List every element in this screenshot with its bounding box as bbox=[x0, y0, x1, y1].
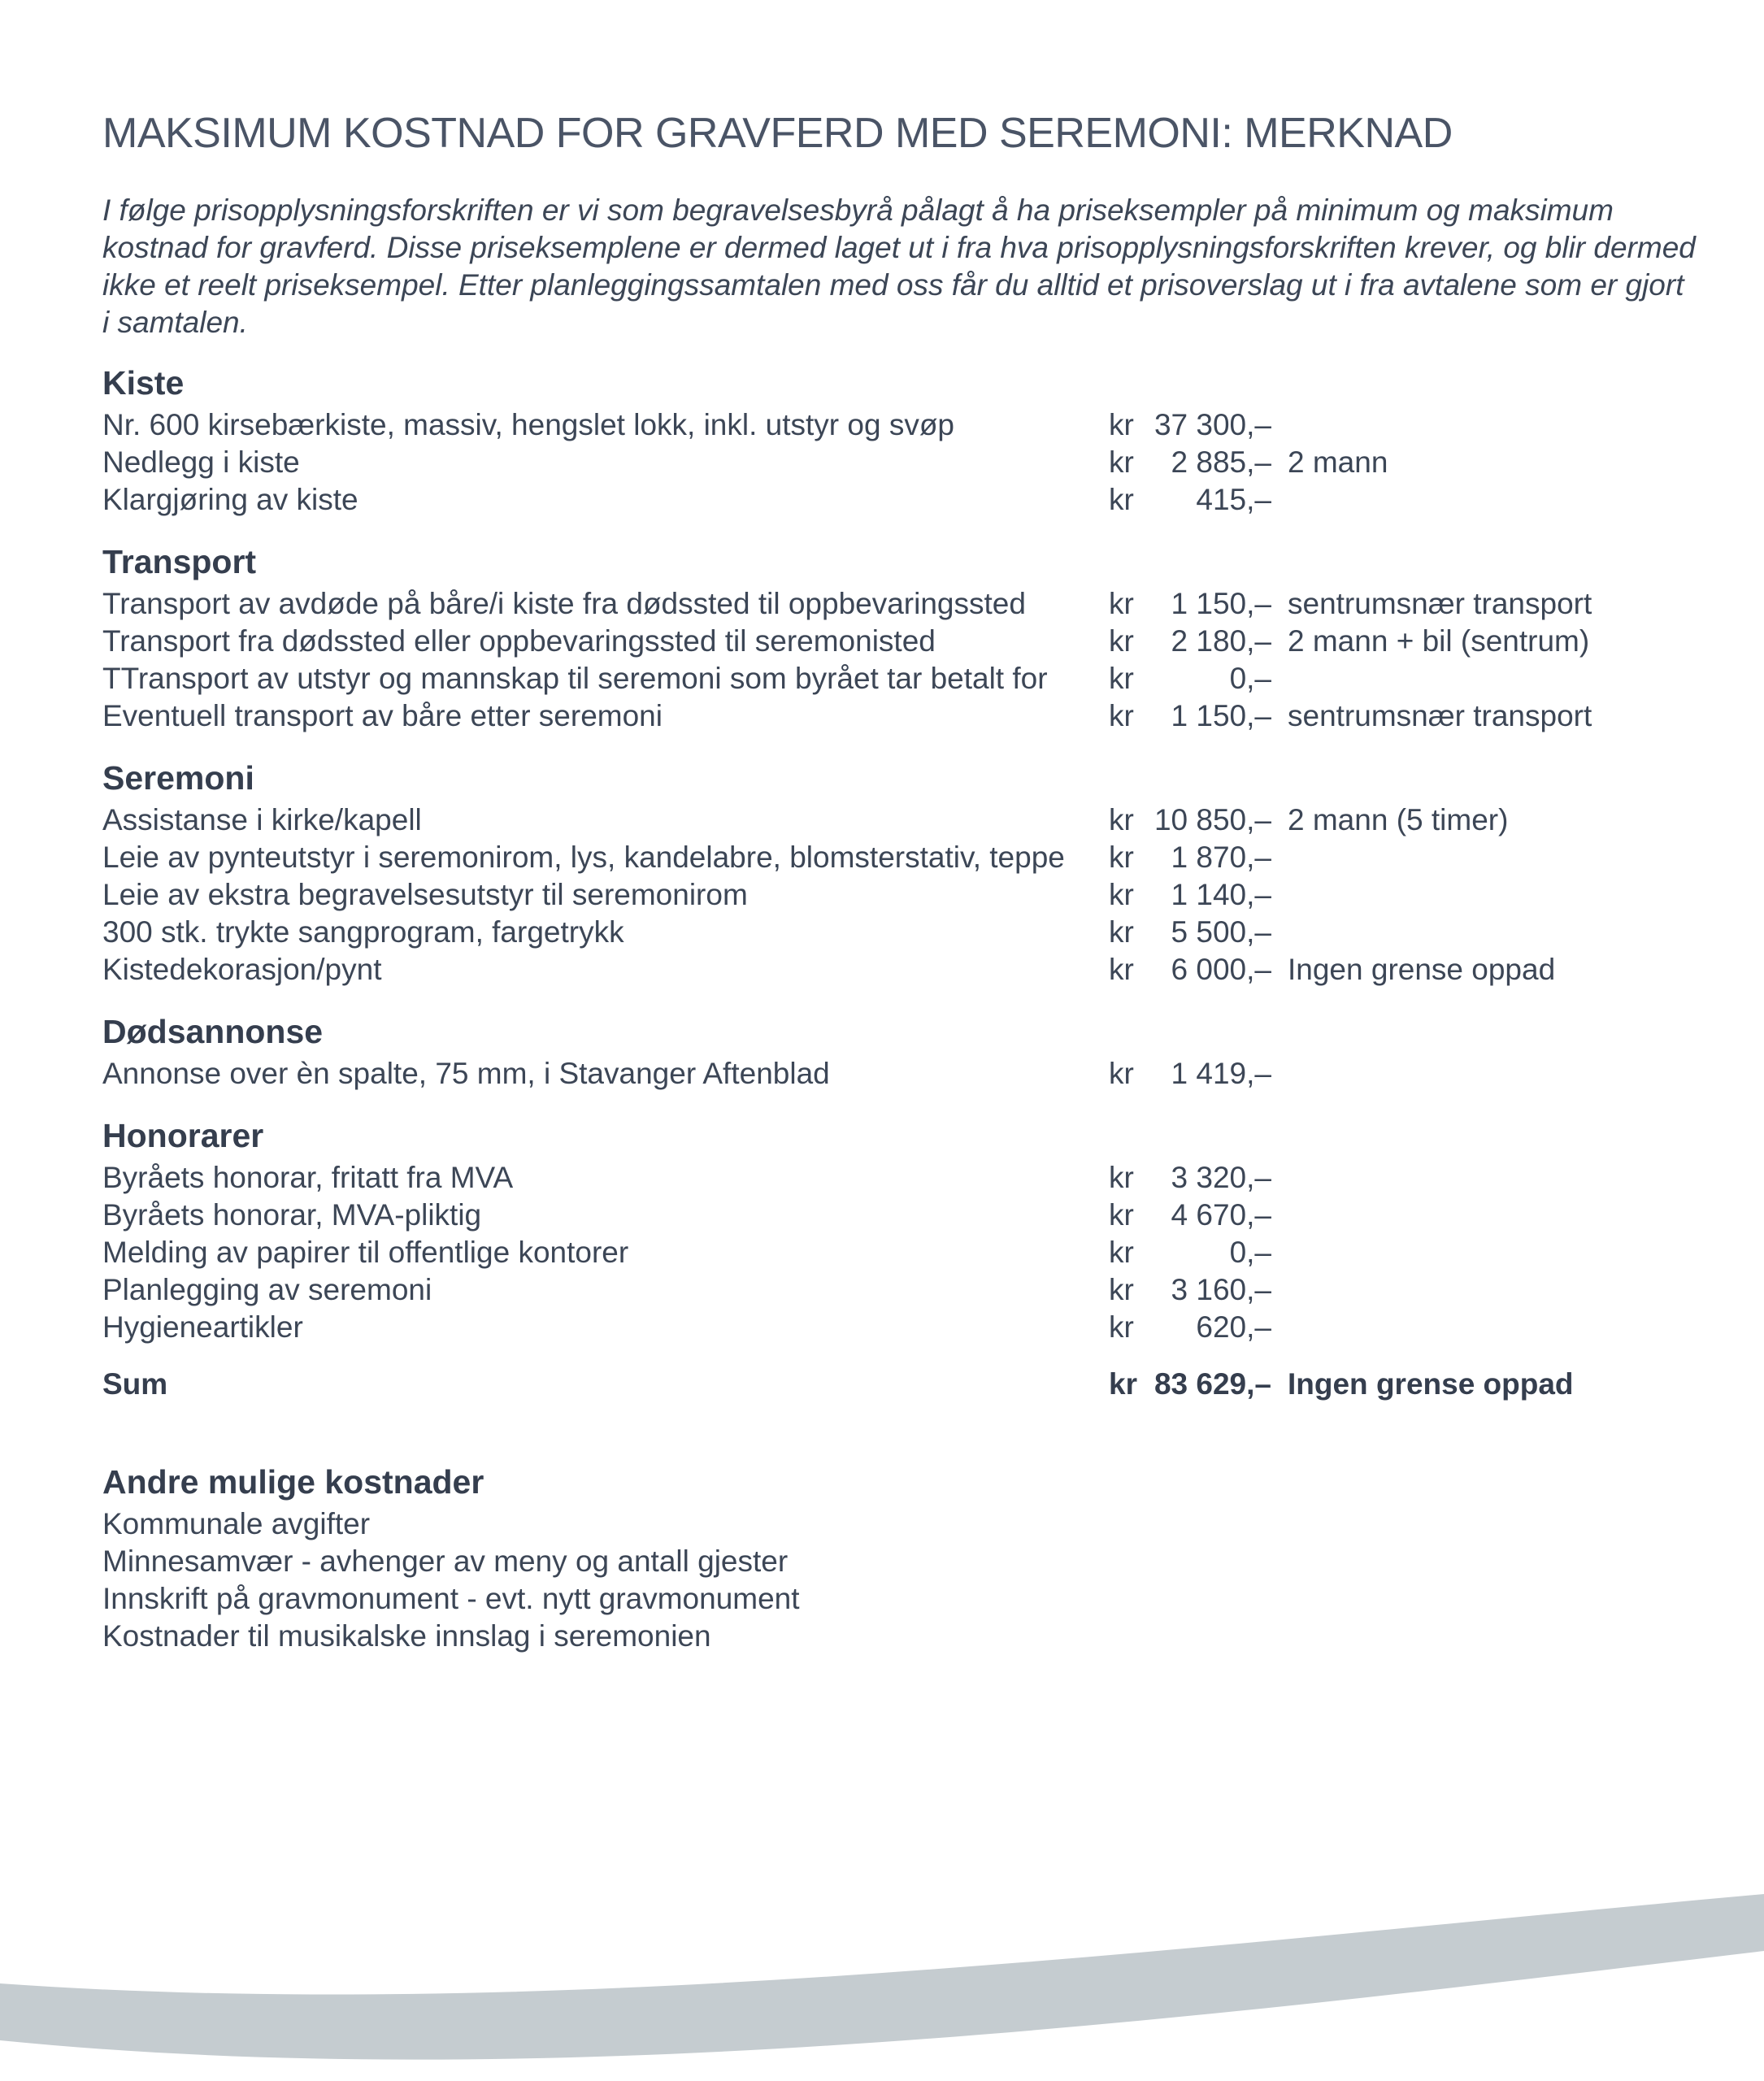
cost-row bbox=[102, 951, 1696, 988]
currency-label: kr bbox=[1109, 699, 1134, 732]
cost-row bbox=[102, 697, 1696, 735]
cost-label: Nr. 600 kirsebærkiste, massiv, hengslet lokk, inkl. utstyr og svøp bbox=[102, 408, 955, 441]
currency-label: kr bbox=[1109, 1161, 1134, 1194]
cost-note: 2 mann + bil (sentrum) bbox=[1288, 624, 1590, 658]
cost-amount: 0,– bbox=[1229, 1236, 1271, 1269]
cost-note: 2 mann (5 timer) bbox=[1288, 803, 1509, 836]
other-costs-list bbox=[102, 1505, 1696, 1655]
section-transport bbox=[102, 538, 1696, 735]
cost-amount: 1 150,– bbox=[1171, 587, 1271, 620]
cost-label: Byråets honorar, fritatt fra MVA bbox=[102, 1161, 514, 1194]
cost-label: Leie av ekstra begravelsesutstyr til seremonirom bbox=[102, 878, 748, 911]
cost-amount: 1 870,– bbox=[1171, 841, 1271, 874]
page-title: MAKSIMUM KOSTNAD FOR GRAVFERD MED SEREMONI: MERKNAD bbox=[102, 110, 1453, 157]
cost-note: sentrumsnær transport bbox=[1288, 699, 1592, 732]
swoosh-shape bbox=[0, 1894, 1764, 2060]
cost-label: TTransport av utstyr og mannskap til seremoni som byrået tar betalt for bbox=[102, 662, 1048, 695]
cost-amount: 1 419,– bbox=[1171, 1057, 1271, 1090]
cost-row bbox=[102, 1159, 1696, 1197]
other-cost-item: Kostnader til musikalske innslag i seremonien bbox=[102, 1619, 711, 1653]
section-honorarer bbox=[102, 1112, 1696, 1346]
currency-label: kr bbox=[1109, 915, 1134, 949]
currency-label: kr bbox=[1109, 803, 1134, 836]
currency-label: kr bbox=[1109, 587, 1134, 620]
cost-amount: 620,– bbox=[1196, 1310, 1271, 1344]
currency-label: kr bbox=[1109, 1198, 1134, 1232]
currency-label: kr bbox=[1109, 1057, 1134, 1090]
cost-label: Eventuell transport av båre etter seremoni bbox=[102, 699, 663, 732]
decorative-swoosh bbox=[0, 1862, 1764, 2081]
currency-label: kr bbox=[1109, 1310, 1134, 1344]
cost-amount: 2 885,– bbox=[1171, 445, 1271, 479]
cost-amount: 37 300,– bbox=[1154, 408, 1271, 441]
currency-label: kr bbox=[1109, 483, 1134, 516]
cost-note: Ingen grense oppad bbox=[1288, 953, 1556, 986]
cost-amount: 0,– bbox=[1229, 662, 1271, 695]
sum-label: Sum bbox=[102, 1367, 168, 1401]
cost-amount: 415,– bbox=[1196, 483, 1271, 516]
currency-label: kr bbox=[1109, 953, 1134, 986]
sum-amount: 83 629,– bbox=[1154, 1367, 1271, 1401]
other-cost-item: Minnesamvær - avhenger av meny og antall gjester bbox=[102, 1544, 789, 1578]
currency-label: kr bbox=[1109, 878, 1134, 911]
cost-label: Annonse over èn spalte, 75 mm, i Stavanger Aftenblad bbox=[102, 1057, 830, 1090]
cost-row bbox=[102, 1055, 1696, 1093]
cost-row bbox=[102, 914, 1696, 951]
cost-row bbox=[102, 876, 1696, 914]
other-costs bbox=[102, 1458, 1696, 1655]
other-cost-item: Innskrift på gravmonument - evt. nytt gravmonument bbox=[102, 1582, 800, 1615]
sum-note: Ingen grense oppad bbox=[1288, 1367, 1574, 1401]
cost-row bbox=[102, 1309, 1696, 1346]
cost-label: Kistedekorasjon/pynt bbox=[102, 953, 382, 986]
cost-amount: 2 180,– bbox=[1171, 624, 1271, 658]
intro-paragraph: I følge prisopplysningsforskriften er vi som begravelsesbyrå pålagt å ha priseksempler på minimum og maksimum kostnad for gravferd. Disse priseksemplene er dermed laget ut i fra hva prisopplysningsforskriften krever, og blir dermed ikke et reelt priseksempel. Etter planleggingssamtalen med oss får du alltid et prisoverslag ut i fra avtalene som er gjort i samtalen. bbox=[102, 193, 1696, 339]
cost-label: 300 stk. trykte sangprogram, fargetrykk bbox=[102, 915, 624, 949]
cost-amount: 5 500,– bbox=[1171, 915, 1271, 949]
sum-currency: kr bbox=[1109, 1367, 1137, 1401]
currency-label: kr bbox=[1109, 1236, 1134, 1269]
section-heading: Dødsannonse bbox=[102, 1013, 324, 1050]
other-cost-item: Kommunale avgifter bbox=[102, 1507, 371, 1540]
section-heading: Kiste bbox=[102, 364, 185, 402]
section-heading: Honorarer bbox=[102, 1117, 264, 1154]
cost-label: Melding av papirer til offentlige kontorer bbox=[102, 1236, 629, 1269]
cost-amount: 10 850,– bbox=[1154, 803, 1271, 836]
cost-row bbox=[102, 585, 1696, 623]
cost-label: Transport av avdøde på båre/i kiste fra dødssted til oppbevaringssted bbox=[102, 587, 1026, 620]
cost-label: Hygieneartikler bbox=[102, 1310, 303, 1344]
cost-label: Assistanse i kirke/kapell bbox=[102, 803, 422, 836]
sum-row bbox=[102, 1366, 1696, 1403]
cost-row bbox=[102, 481, 1696, 519]
cost-label: Transport fra dødssted eller oppbevaringssted til seremonisted bbox=[102, 624, 936, 658]
cost-row bbox=[102, 1197, 1696, 1234]
cost-amount: 3 160,– bbox=[1171, 1273, 1271, 1306]
cost-row bbox=[102, 660, 1696, 697]
cost-amount: 4 670,– bbox=[1171, 1198, 1271, 1232]
cost-amount: 1 150,– bbox=[1171, 699, 1271, 732]
cost-sections bbox=[102, 359, 1696, 1346]
cost-row bbox=[102, 839, 1696, 876]
cost-label: Leie av pynteutstyr i seremonirom, lys, kandelabre, blomsterstativ, teppe bbox=[102, 841, 1065, 874]
section-heading: Seremoni bbox=[102, 759, 254, 797]
currency-label: kr bbox=[1109, 408, 1134, 441]
cost-amount: 3 320,– bbox=[1171, 1161, 1271, 1194]
document-page bbox=[102, 106, 1696, 1655]
cost-label: Klargjøring av kiste bbox=[102, 483, 358, 516]
cost-row bbox=[102, 802, 1696, 839]
cost-note: sentrumsnær transport bbox=[1288, 587, 1592, 620]
section-heading: Transport bbox=[102, 543, 257, 580]
other-costs-heading: Andre mulige kostnader bbox=[102, 1463, 484, 1501]
currency-label: kr bbox=[1109, 445, 1134, 479]
section-seremoni bbox=[102, 754, 1696, 988]
cost-row bbox=[102, 406, 1696, 444]
cost-label: Planlegging av seremoni bbox=[102, 1273, 432, 1306]
currency-label: kr bbox=[1109, 841, 1134, 874]
cost-row bbox=[102, 1234, 1696, 1271]
section-kiste bbox=[102, 359, 1696, 519]
cost-label: Nedlegg i kiste bbox=[102, 445, 300, 479]
currency-label: kr bbox=[1109, 624, 1134, 658]
currency-label: kr bbox=[1109, 1273, 1134, 1306]
cost-note: 2 mann bbox=[1288, 445, 1388, 479]
section-dødsannonse bbox=[102, 1008, 1696, 1093]
cost-row bbox=[102, 623, 1696, 660]
cost-row bbox=[102, 444, 1696, 481]
cost-label: Byråets honorar, MVA-pliktig bbox=[102, 1198, 482, 1232]
cost-row bbox=[102, 1271, 1696, 1309]
currency-label: kr bbox=[1109, 662, 1134, 695]
cost-amount: 6 000,– bbox=[1171, 953, 1271, 986]
cost-amount: 1 140,– bbox=[1171, 878, 1271, 911]
